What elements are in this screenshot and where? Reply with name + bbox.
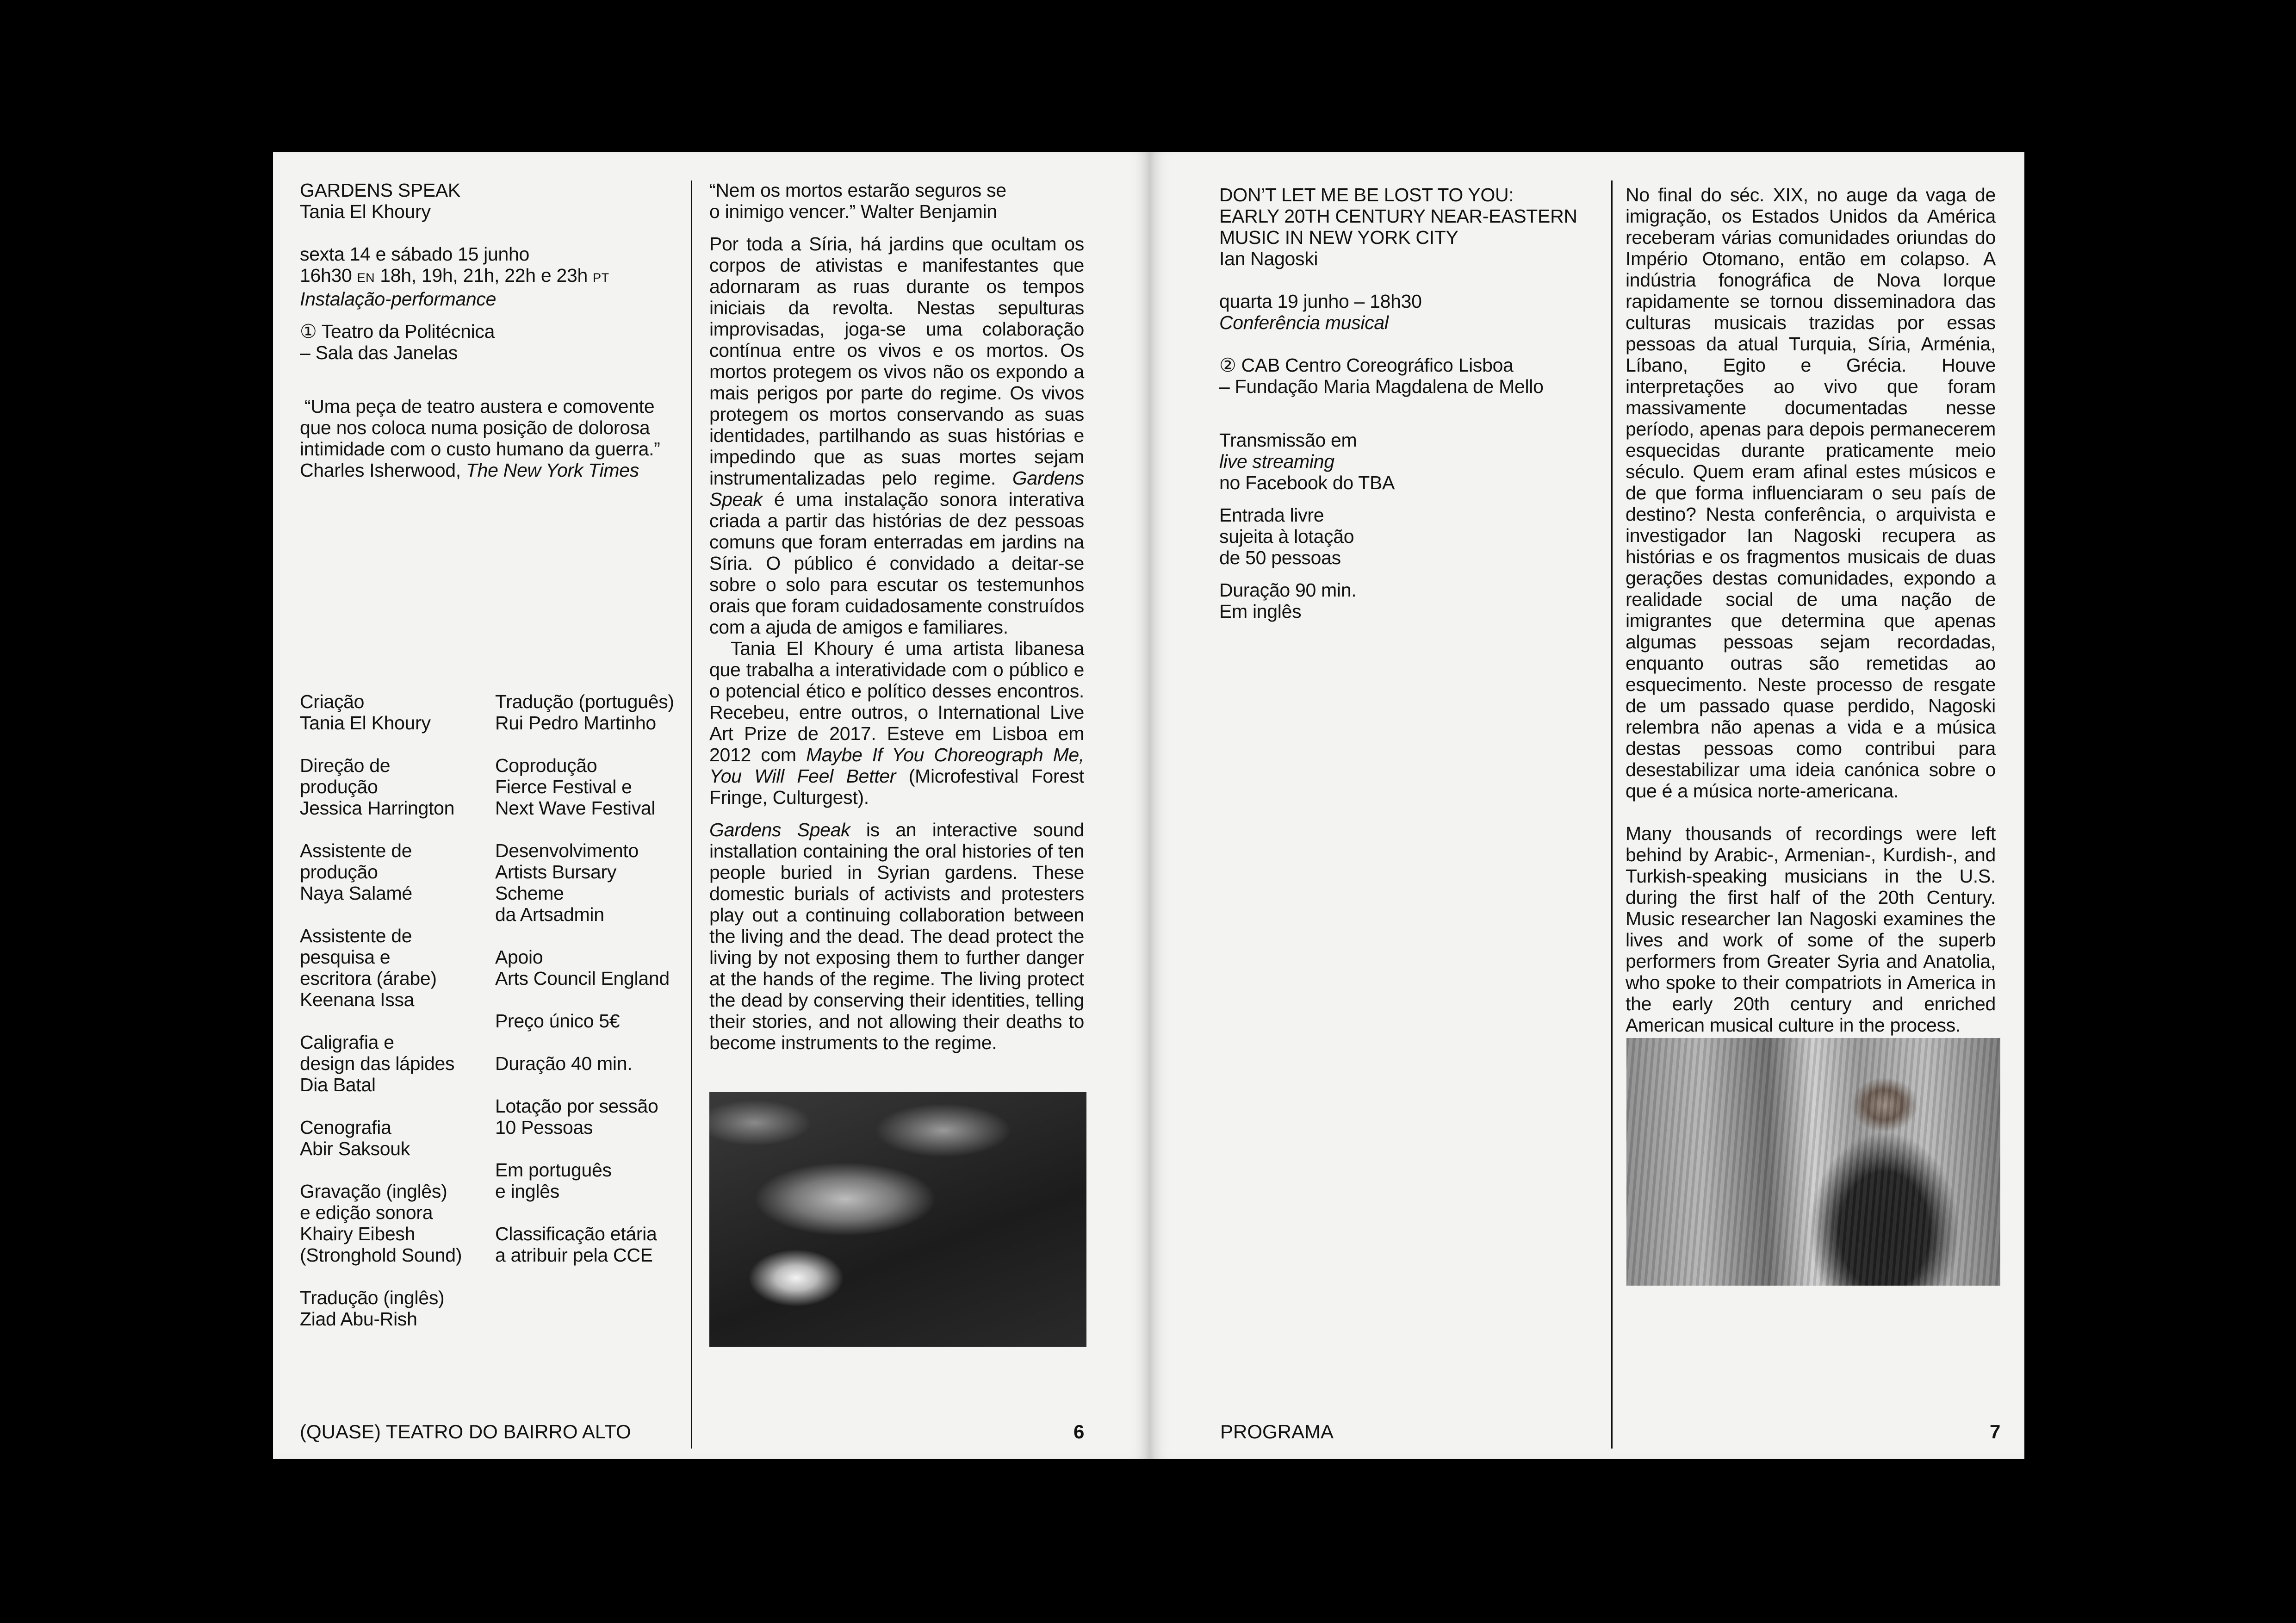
entry-info: de 50 pessoas <box>1219 547 1341 568</box>
right-column-2 <box>1626 184 1996 1036</box>
press-quote-line: intimidade com o custo humano da guerra.” <box>300 438 660 460</box>
column-divider <box>691 180 692 1449</box>
epigraph-line: “Nem os mortos estarão seguros se <box>709 180 1006 201</box>
press-quote-line: que nos coloca numa posição de dolorosa <box>300 417 650 438</box>
credit-role: Tradução (inglês) <box>300 1287 445 1308</box>
article-paragraph-english: Gardens Speak is an interactive sound installation containing the oral histories of ten people buried in Syrian gardens. These domestic burials of activists and protesters play out a continuing collaboration between the living and the dead. The dead protect the living by not exposing them to further danger at the hands of the regime. The living protect the dead by conserving their identities, telling their stories, and not allowing their deaths to become instruments to the regime. <box>709 819 1085 1053</box>
credit-value: Rui Pedro Martinho <box>495 712 656 734</box>
streaming-info: no Facebook do TBA <box>1219 472 1395 493</box>
credit-role: Direção de <box>300 755 391 776</box>
credit-entry <box>300 1032 490 1095</box>
page-number: 6 <box>1074 1421 1085 1443</box>
credit-value: e edição sonora <box>300 1202 433 1223</box>
event-venue-sub: – Fundação Maria Magdalena de Mello <box>1219 376 1544 397</box>
gardens-speak-photo <box>709 1092 1086 1347</box>
entry-info: sujeita à lotação <box>1219 526 1354 547</box>
credit-value: Khairy Eibesh <box>300 1223 416 1244</box>
event-title: EARLY 20TH CENTURY NEAR-EASTERN <box>1219 205 1577 227</box>
press-quote-attribution: Charles Isherwood, The New York Times <box>300 460 639 481</box>
credit-value: e inglês <box>495 1181 559 1202</box>
streaming-info: Transmissão em <box>1219 429 1357 451</box>
credit-entry <box>300 840 490 904</box>
credit-entry <box>495 840 689 925</box>
credit-value: Arts Council England <box>495 968 670 989</box>
event-author: Tania El Khoury <box>300 201 431 222</box>
credit-role: Tradução (português) <box>495 691 674 712</box>
credit-role: Lotação por sessão <box>495 1095 658 1117</box>
credit-value: Next Wave Festival <box>495 797 656 819</box>
credit-value: da Artsadmin <box>495 904 604 925</box>
credit-role: Coprodução <box>495 755 597 776</box>
article-paragraph: No final do séc. XIX, no auge da vaga de imigração, os Estados Unidos da América receberam várias comunidades oriundas do Império Otomano, então em colapso. A indústria fonográfica de Nova Iorque rapidamente se tornou disseminadora das culturas musicais trazidas por essas pessoas da atual Turquia, Síria, Arménia, Líbano, Egito e Grécia. Houve interpretações ao vivo que foram massivamente documentadas nesse período, apenas para depois permanecerem esquecidas durante praticamente meio século. Quem eram afinal estes músicos e de que forma influenciaram o seu país de destino? Nesta conferência, o arquivista e investigador Ian Nagoski recupera as histórias e os fragmentos musicais de duas gerações destas comunidades, expondo a realidade social de uma nação de imigrantes que determina que apenas algumas pessoas sejam recordadas, enquanto outras são remetidas ao esquecimento. Neste processo de resgate de um passado quase perdido, Nagoski relembra não apenas a vida e a música destas pessoas como contribui para desestabilizar uma ideia canónica sobre o que é a música norte-americana. <box>1626 184 1996 802</box>
credit-role: Preço único 5€ <box>495 1010 620 1032</box>
credit-entry <box>300 1181 490 1266</box>
language-info: Em inglês <box>1219 601 1302 622</box>
credit-role: Criação <box>300 691 365 712</box>
credit-value: (Stronghold Sound) <box>300 1244 462 1266</box>
credit-value: Ziad Abu-Rish <box>300 1308 417 1330</box>
footer-title: PROGRAMA <box>1220 1421 1334 1443</box>
credit-role: Cenografia <box>300 1117 391 1138</box>
credit-value: Fierce Festival e <box>495 776 632 797</box>
credit-entry <box>495 1095 689 1138</box>
duration-info: Duração 90 min. <box>1219 579 1357 601</box>
credit-entry <box>495 1053 689 1074</box>
credit-entry <box>300 925 490 1010</box>
credit-entry <box>495 1159 689 1202</box>
credit-value: Tania El Khoury <box>300 712 431 734</box>
page-number: 7 <box>1990 1421 2001 1443</box>
credit-value: Keenana Issa <box>300 989 415 1010</box>
event-genre: Instalação-performance <box>300 288 496 310</box>
event-date: quarta 19 junho – 18h30 <box>1219 291 1422 312</box>
credit-entry <box>495 946 689 989</box>
press-quote-line: “Uma peça de teatro austera e comovente <box>304 396 655 417</box>
event-author: Ian Nagoski <box>1219 248 1318 269</box>
streaming-info: live streaming <box>1219 451 1334 472</box>
credit-entry <box>495 1010 689 1032</box>
left-page <box>273 152 1150 1459</box>
credits-column-a <box>300 691 490 1330</box>
credit-value: produção <box>300 776 378 797</box>
event-title: DON’T LET ME BE LOST TO YOU: <box>1219 184 1514 205</box>
event-venue-room: – Sala das Janelas <box>300 342 458 363</box>
event-genre: Conferência musical <box>1219 312 1389 333</box>
credit-value: Jessica Harrington <box>300 797 455 819</box>
credit-entry <box>495 691 689 734</box>
event-title: GARDENS SPEAK <box>300 180 460 201</box>
credits-column-b <box>495 691 689 1266</box>
credit-value: Dia Batal <box>300 1074 376 1095</box>
event-dates: sexta 14 e sábado 15 junho <box>300 243 529 265</box>
entry-info: Entrada livre <box>1219 504 1324 526</box>
event-times: 16h30 EN 18h, 19h, 21h, 22h e 23h PT <box>300 265 609 286</box>
credit-value: Abir Saksouk <box>300 1138 410 1159</box>
credit-entry <box>300 1287 490 1330</box>
credit-role: Caligrafia e <box>300 1032 394 1053</box>
credit-value: 10 Pessoas <box>495 1117 593 1138</box>
credit-entry <box>300 1117 490 1159</box>
credit-value: pesquisa e <box>300 946 391 968</box>
left-column-1 <box>300 180 679 481</box>
credit-value: Artists Bursary <box>495 861 617 883</box>
column-divider <box>1611 180 1613 1449</box>
right-column-1 <box>1219 184 1617 622</box>
credit-value: Scheme <box>495 883 564 904</box>
credit-entry <box>495 755 689 819</box>
credit-role: Classificação etária <box>495 1223 657 1244</box>
credit-entry <box>300 691 490 734</box>
article-paragraph: Tania El Khoury é uma artista libanesa que trabalha a interatividade com o público e o potencial ético e político desses encontros. Recebeu, entre outros, o International Live Art Prize de 2017. Esteve em Lisboa em 2012 com Maybe If You Choreograph Me, You Will Feel Better (Microfestival Forest Fringe, Culturgest). <box>709 638 1085 808</box>
credit-value: escritora (árabe) <box>300 968 437 989</box>
event-title: MUSIC IN NEW YORK CITY <box>1219 227 1458 248</box>
credit-value: produção <box>300 861 378 883</box>
credit-role: Desenvolvimento <box>495 840 639 861</box>
credit-role: Gravação (inglês) <box>300 1181 447 1202</box>
credit-role: Duração 40 min. <box>495 1053 633 1074</box>
epigraph-line: o inimigo vencer.” Walter Benjamin <box>709 201 997 222</box>
credit-entry <box>300 755 490 819</box>
credit-entry <box>495 1223 689 1266</box>
credit-role: Assistente de <box>300 925 412 946</box>
right-page <box>1150 152 2024 1459</box>
article-paragraph-english: Many thousands of recordings were left behind by Arabic-, Armenian-, Kurdish-, and Turkish-speaking musicians in the U.S. during the first half of the 20th Century. Music researcher Ian Nagoski examines the lives and work of some of the superb performers from Greater Syria and Anatolia, who spoke to their compatriots in America in the early 20th century and enriched American musical culture in the process. <box>1626 823 1996 1036</box>
credit-role: Assistente de <box>300 840 412 861</box>
credit-value: Naya Salamé <box>300 883 412 904</box>
article-paragraph: Por toda a Síria, há jardins que ocultam os corpos de ativistas e manifestantes que adornaram as ruas durante os tempos iniciais da revolta. Nestas sepulturas improvisadas, joga-se uma colaboração contínua entre os vivos e os mortos. Os mortos protegem os vivos não os expondo a mais perigos por parte do regime. Os vivos protegem os mortos conservando as suas identidades, partilhando as suas histórias e impedindo que as suas mortes sejam instrumentalizadas pelo regime. Gardens Speak é uma instalação sonora interativa criada a partir das histórias de dez pessoas comuns que foram enterradas em jardins na Síria. O público é convidado a deitar-se sobre o solo para escutar os testemunhos orais que foram cuidadosamente construídos com a ajuda de amigos e familiares. <box>709 233 1085 638</box>
ian-nagoski-photo <box>1626 1038 2000 1286</box>
left-column-2 <box>709 180 1084 1053</box>
footer-title: (QUASE) TEATRO DO BAIRRO ALTO <box>300 1421 631 1443</box>
event-venue: ① Teatro da Politécnica <box>300 321 495 342</box>
event-venue: ② CAB Centro Coreográfico Lisboa <box>1219 354 1514 376</box>
credit-value: design das lápides <box>300 1053 455 1074</box>
credit-role: Apoio <box>495 946 543 968</box>
credit-value: a atribuir pela CCE <box>495 1244 653 1266</box>
credit-role: Em português <box>495 1159 612 1181</box>
